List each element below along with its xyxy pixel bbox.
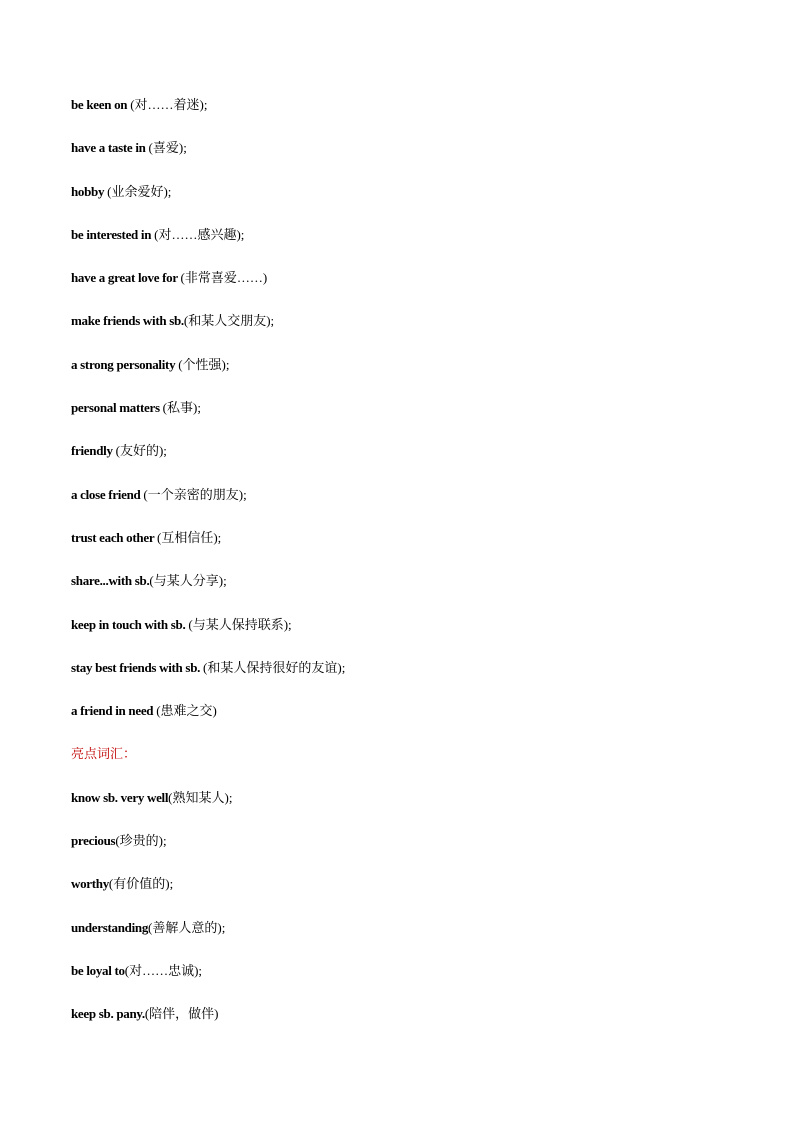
- chinese-meaning: (个性强);: [178, 356, 230, 372]
- vocab-entry: [71, 572, 345, 615]
- vocabulary-list: [71, 96, 345, 1049]
- chinese-meaning: (对……忠诚);: [124, 962, 203, 978]
- vocab-entry: [71, 616, 345, 659]
- english-phrase: a strong personality: [71, 356, 179, 372]
- chinese-meaning: (与某人保持联系);: [188, 616, 292, 632]
- english-phrase: hobby: [71, 183, 108, 199]
- vocab-entry: [71, 486, 345, 529]
- english-phrase: keep sb. pany.: [71, 1006, 145, 1022]
- english-phrase: trust each other: [71, 529, 158, 545]
- vocab-entry: [71, 226, 345, 269]
- chinese-meaning: (对……着迷);: [130, 97, 208, 112]
- chinese-meaning: (喜爱);: [148, 140, 187, 156]
- english-phrase: keep in touch with sb.: [71, 616, 189, 632]
- chinese-meaning: (和某人保持很好的友谊);: [203, 659, 346, 675]
- chinese-meaning: (一个亲密的朋友);: [143, 486, 247, 502]
- vocab-entry: [71, 1005, 345, 1048]
- english-phrase: know sb. very well: [71, 789, 169, 805]
- vocab-entry: [71, 312, 345, 355]
- chinese-meaning: (有价值的);: [108, 876, 174, 892]
- vocab-entry: [71, 442, 345, 485]
- english-phrase: stay best friends with sb.: [71, 659, 204, 675]
- english-phrase: a friend in need: [71, 703, 157, 719]
- english-phrase: be keen on: [71, 97, 131, 112]
- vocab-entry: [71, 183, 345, 226]
- vocab-entry: [71, 96, 345, 139]
- vocab-entry: [71, 832, 345, 875]
- chinese-meaning: (善解人意的);: [148, 919, 226, 935]
- chinese-meaning: (互相信任);: [157, 529, 222, 545]
- english-phrase: friendly: [71, 443, 116, 459]
- english-phrase: make friends with sb.: [71, 313, 184, 329]
- english-phrase: precious: [71, 833, 116, 849]
- chinese-meaning: (与某人分享);: [149, 573, 227, 589]
- chinese-meaning: (非常喜爱……): [180, 270, 268, 286]
- chinese-meaning: (对……感兴趣);: [154, 226, 245, 242]
- english-phrase: be interested in: [71, 226, 155, 242]
- english-phrase: be loyal to: [71, 962, 125, 978]
- vocab-entry: [71, 399, 345, 442]
- vocab-entry: [71, 269, 345, 312]
- english-phrase: have a taste in: [71, 140, 149, 156]
- chinese-meaning: (私事);: [162, 400, 201, 416]
- vocab-entry: [71, 356, 345, 399]
- vocab-entry: [71, 702, 345, 745]
- english-phrase: worthy: [71, 876, 109, 892]
- chinese-meaning: (业余爱好);: [107, 183, 172, 199]
- vocab-entry: [71, 139, 345, 182]
- chinese-meaning: (陪伴，做伴): [144, 1006, 219, 1022]
- english-phrase: understanding: [71, 919, 149, 935]
- chinese-meaning: (熟知某人);: [168, 789, 233, 805]
- english-phrase: personal matters: [71, 400, 163, 416]
- chinese-meaning: (友好的);: [115, 443, 167, 459]
- english-phrase: have a great love for: [71, 270, 181, 286]
- vocab-entry: [71, 919, 345, 962]
- vocab-entry: [71, 962, 345, 1005]
- english-phrase: share...with sb.: [71, 573, 150, 589]
- english-phrase: a close friend: [71, 486, 144, 502]
- chinese-meaning: (和某人交朋友);: [183, 313, 275, 329]
- chinese-meaning: (珍贵的);: [115, 833, 167, 849]
- vocab-entry: [71, 659, 345, 702]
- vocab-entry: [71, 875, 345, 918]
- section-heading: 亮点词汇：: [71, 746, 137, 762]
- vocab-entry: [71, 789, 345, 832]
- chinese-meaning: (患难之交): [156, 703, 217, 719]
- vocab-entry: [71, 529, 345, 572]
